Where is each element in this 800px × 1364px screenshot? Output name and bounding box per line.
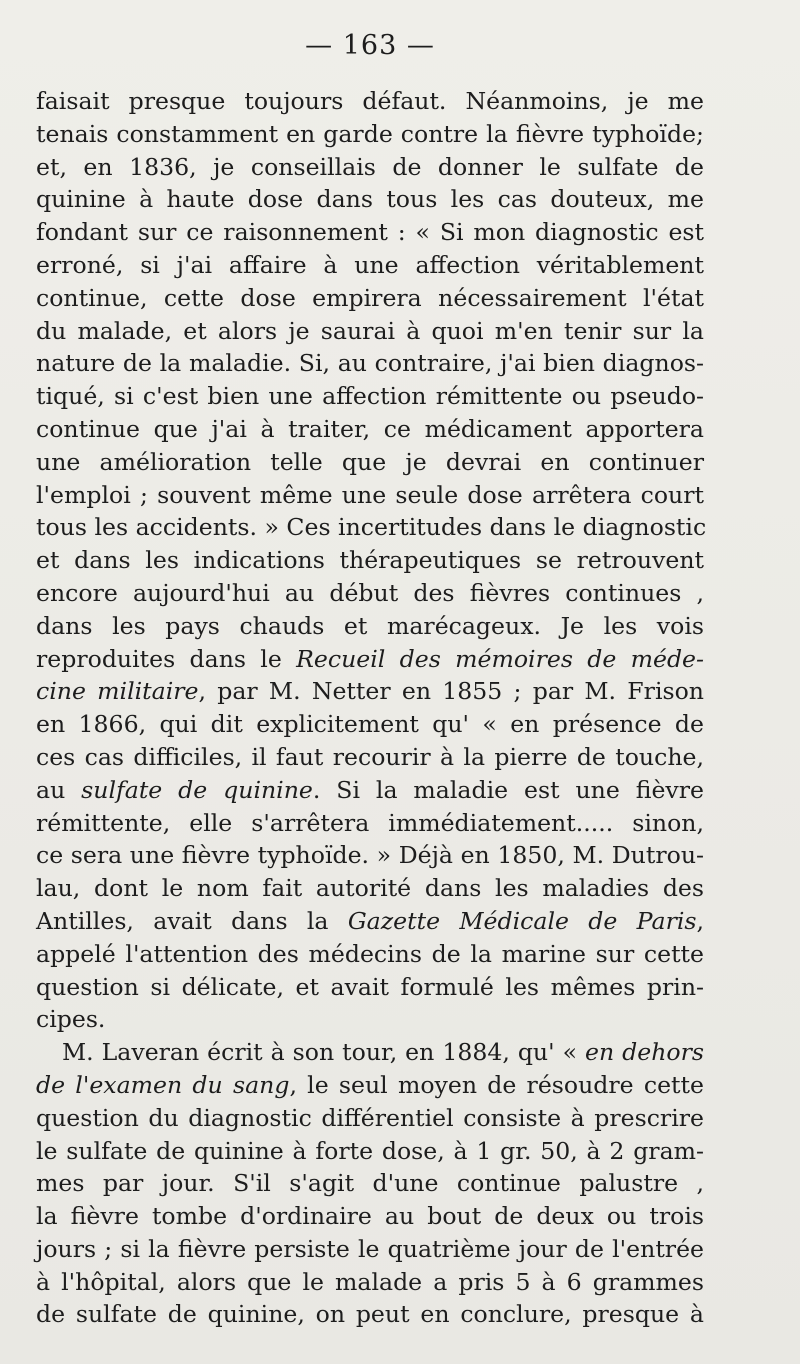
text-line <box>36 1069 704 1102</box>
text-run: cipes. <box>36 1005 106 1034</box>
text-run: quinine à haute dose dans tous les cas douteux, me <box>36 185 704 214</box>
text-line <box>36 315 704 348</box>
text-line <box>36 85 704 118</box>
text-run: question si délicate, et avait formulé les mêmes prin- <box>36 972 704 1001</box>
text-line <box>36 151 704 184</box>
text-run: et, en 1836, je conseillais de donner le sulfate de <box>36 152 704 181</box>
body-text <box>36 85 707 1331</box>
text-line <box>36 1102 704 1135</box>
text-line <box>36 1003 704 1036</box>
text-line <box>36 872 704 905</box>
text-line <box>36 741 704 774</box>
text-run: , par M. Netter en 1855 ; par M. Frison <box>198 677 704 706</box>
text-line <box>36 413 704 446</box>
text-run: , <box>696 906 704 935</box>
text-run: appelé l'attention des médecins de la marine sur cette <box>36 939 704 968</box>
text-run: encore aujourd'hui au début des fièvres continues , <box>36 578 704 607</box>
text-run: dans les pays chauds et marécageux. Je les vois <box>36 611 704 640</box>
text-line <box>36 380 704 413</box>
text-run: la fièvre tombe d'ordinaire au bout de deux ou trois <box>36 1202 704 1231</box>
text-line <box>36 249 704 282</box>
text-run: le sulfate de quinine à forte dose, à 1 gr. 50, à 2 gram- <box>36 1136 704 1165</box>
text-line <box>36 347 704 380</box>
text-line <box>36 282 704 315</box>
text-line <box>36 479 704 512</box>
text-run: lau, dont le nom fait autorité dans les maladies des <box>36 874 704 903</box>
text-run: nature de la maladie. Si, au contraire, j'ai bien diagnos- <box>36 349 704 378</box>
text-run: continue que j'ai à traiter, ce médicament apportera <box>36 414 704 443</box>
text-line <box>36 807 704 840</box>
text-run: Antilles, avait dans la <box>36 906 348 935</box>
text-run: fondant sur ce raisonnement : « Si mon diagnostic est <box>36 218 704 247</box>
text-line <box>36 1200 704 1233</box>
text-line <box>36 643 704 676</box>
text-run: mes par jour. S'il s'agit d'une continue palustre , <box>36 1169 704 1198</box>
text-run: en 1866, qui dit explicitement qu' « en présence de <box>36 710 704 739</box>
text-run: continue, cette dose empirera nécessairement l'état <box>36 283 704 312</box>
text-line <box>36 708 704 741</box>
text-line <box>36 938 704 971</box>
text-line <box>36 1135 704 1168</box>
italic-text: en dehors <box>585 1038 704 1067</box>
text-run: jours ; si la fièvre persiste le quatrième jour de l'entrée <box>36 1234 704 1263</box>
text-line <box>36 610 704 643</box>
text-line <box>36 1266 704 1299</box>
paragraph <box>36 85 707 1036</box>
text-line <box>36 971 704 1004</box>
text-run: l'emploi ; souvent même une seule dose arrêtera court <box>36 480 704 509</box>
text-line <box>36 1167 704 1200</box>
text-run: de sulfate de quinine, on peut en conclure, presque à <box>36 1300 704 1329</box>
text-run: . Si la maladie est une fièvre <box>312 775 704 804</box>
text-line <box>36 118 704 151</box>
text-line <box>36 511 707 544</box>
text-line <box>36 905 704 938</box>
text-line <box>36 446 704 479</box>
italic-text: Recueil des mémoires de méde- <box>296 644 704 673</box>
italic-text: sulfate de quinine <box>81 775 313 804</box>
page-number: — 163 — <box>305 30 435 61</box>
text-run: à l'hôpital, alors que le malade a pris 5 à 6 grammes <box>36 1267 704 1296</box>
text-run: au <box>36 775 82 804</box>
text-run: tiqué, si c'est bien une affection rémittente ou pseudo- <box>36 382 704 411</box>
italic-text: Gazette Médicale de Paris <box>347 906 697 935</box>
text-line <box>36 183 704 216</box>
text-run: une amélioration telle que je devrai en continuer <box>36 447 704 476</box>
italic-text: de l'examen du sang <box>36 1070 290 1099</box>
text-line <box>36 839 704 872</box>
text-line <box>36 675 704 708</box>
text-run: M. Laveran écrit à son tour, en 1884, qu' « <box>62 1038 585 1067</box>
text-run: faisait presque toujours défaut. Néanmoins, je me <box>36 87 704 115</box>
text-line <box>36 577 704 610</box>
italic-text: cine militaire <box>36 677 199 706</box>
text-run: et dans les indications thérapeutiques se retrouvent <box>36 546 704 575</box>
text-run: tenais constamment en garde contre la fièvre typhoïde; <box>36 119 704 148</box>
text-line <box>36 774 704 807</box>
text-run: du malade, et alors je saurai à quoi m'en tenir sur la <box>36 316 704 345</box>
text-run: ces cas difficiles, il faut recourir à la pierre de touche, <box>36 742 704 771</box>
text-run: tous les accidents. » Ces incertitudes dans le diagnostic <box>36 513 707 542</box>
text-line <box>36 544 704 577</box>
text-line <box>36 216 704 249</box>
text-run: reproduites dans le <box>36 644 297 673</box>
text-line <box>36 1036 704 1069</box>
text-line <box>36 1298 704 1331</box>
paragraph <box>36 1036 704 1331</box>
text-run: erroné, si j'ai affaire à une affection véritablement <box>36 250 704 279</box>
text-run: , le seul moyen de résoudre cette <box>289 1070 704 1099</box>
text-run: rémittente, elle s'arrêtera immédiatement..... sinon, <box>36 808 704 837</box>
text-line <box>36 1233 704 1266</box>
text-run: question du diagnostic différentiel consiste à prescrire <box>36 1103 704 1132</box>
text-run: ce sera une fièvre typhoïde. » Déjà en 1850, M. Dutrou- <box>36 841 704 870</box>
